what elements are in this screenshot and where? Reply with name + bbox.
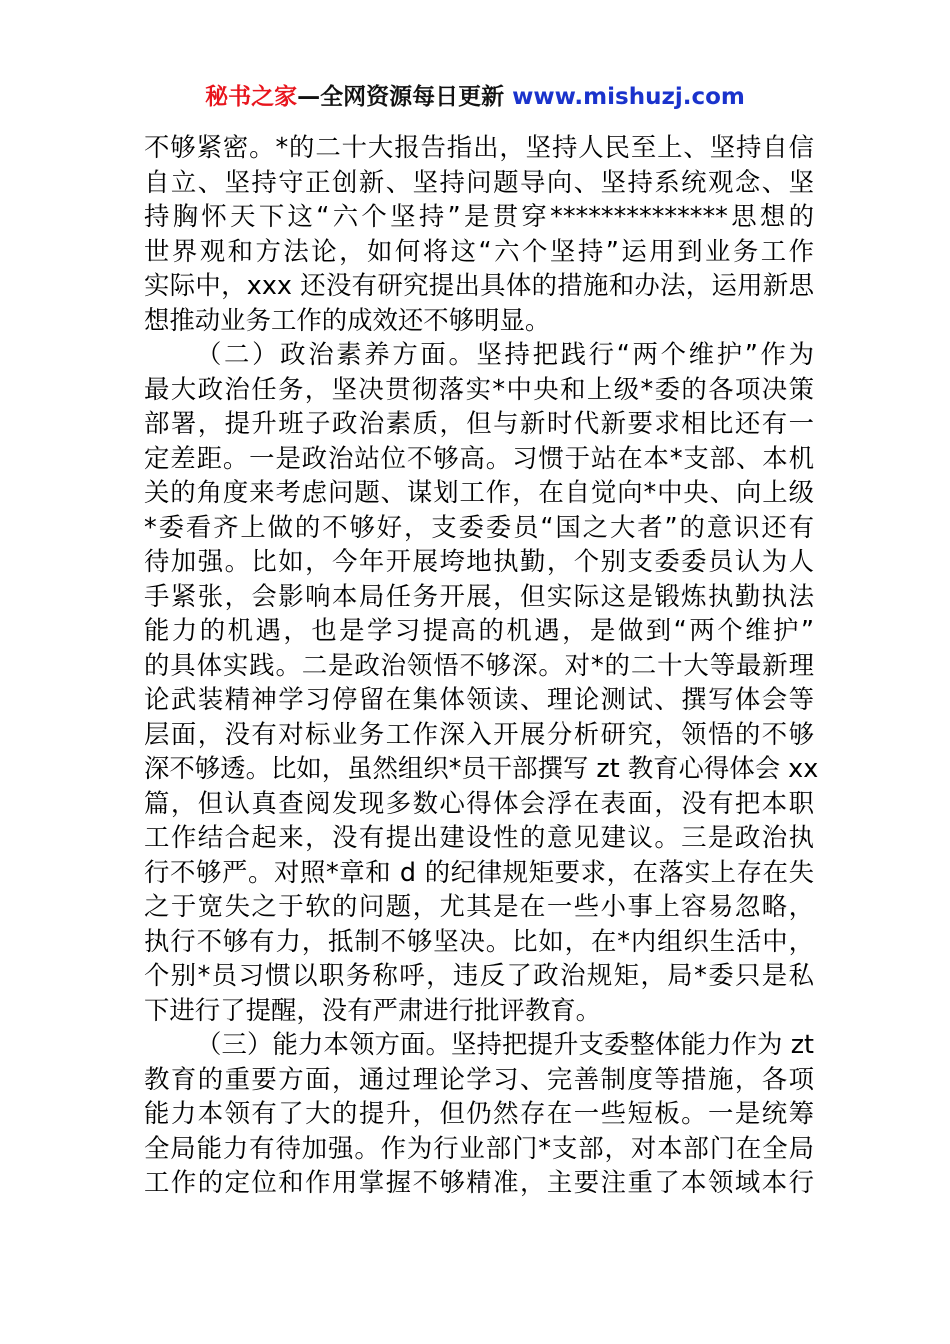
- text-line: 论武装精神学习停留在集体领读、理论测试、撰写体会等: [144, 684, 814, 714]
- section-heading-line: （三）能力本领方面。坚持把提升支委整体能力作为 zt: [196, 1029, 814, 1059]
- text-line: 教育的重要方面，通过理论学习、完善制度等措施，各项: [144, 1063, 814, 1094]
- text-line: 持胸怀天下这“六个坚持”是贯穿**************思想的: [144, 201, 814, 231]
- text-line: 关的角度来考虑问题、谋划工作，在自觉向*中央、向上级: [144, 477, 814, 507]
- text-line: 想推动业务工作的成效还不够明显。: [144, 304, 551, 335]
- section-heading-line: （二）政治素养方面。坚持把践行“两个维护”作为: [196, 339, 814, 369]
- text-line: 能力本领有了大的提升，但仍然存在一些短板。一是统筹: [144, 1098, 814, 1128]
- text-line: 行不够严。对照*章和 d 的纪律规矩要求，在落实上存在失: [144, 856, 814, 887]
- text-line: 执行不够有力，抵制不够坚决。比如，在*内组织生活中，: [144, 925, 814, 956]
- text-line: 能力的机遇，也是学习提高的机遇，是做到“两个维护”: [144, 615, 814, 645]
- text-line: 全局能力有待加强。作为行业部门*支部，对本部门在全局: [144, 1132, 814, 1163]
- site-slogan: —全网资源每日更新: [297, 84, 505, 110]
- text-line: 的具体实践。二是政治领悟不够深。对*的二十大等最新理: [144, 649, 814, 680]
- text-line: 工作的定位和作用掌握不够精准，主要注重了本领域本行: [144, 1167, 814, 1197]
- text-line: 个别*员习惯以职务称呼，违反了政治规矩，局*委只是私: [144, 960, 814, 990]
- text-line: 实际中，xxx 还没有研究提出具体的措施和办法，运用新思: [144, 270, 814, 300]
- text-line: 之于宽失之于软的问题，尤其是在一些小事上容易忽略，: [144, 891, 814, 921]
- site-url-link[interactable]: www.mishuzj.com: [504, 84, 745, 110]
- text-line: 篇，但认真查阅发现多数心得体会浮在表面，没有把本职: [144, 787, 814, 818]
- text-line: *委看齐上做的不够好，支委委员“国之大者”的意识还有: [144, 511, 814, 542]
- text-line: 层面，没有对标业务工作深入开展分析研究，领悟的不够: [144, 718, 814, 749]
- document-body: [144, 130, 819, 1200]
- text-line: 下进行了提醒，没有严肃进行批评教育。: [144, 994, 602, 1025]
- text-line: 自立、坚持守正创新、坚持问题导向、坚持系统观念、坚: [144, 166, 814, 197]
- site-brand: 秘书之家: [205, 84, 298, 110]
- text-line: 工作结合起来，没有提出建设性的意见建议。三是政治执: [144, 822, 814, 852]
- text-line: 世界观和方法论，如何将这“六个坚持”运用到业务工作: [144, 235, 814, 266]
- text-line: 深不够透。比如，虽然组织*员干部撰写 zt 教育心得体会 xx: [144, 753, 819, 783]
- text-line: 手紧张，会影响本局任务开展，但实际这是锻炼执勤执法: [144, 580, 814, 611]
- text-line: 待加强。比如，今年开展垮地执勤，个别支委委员认为人: [144, 546, 814, 576]
- text-line: 最大政治任务，坚决贯彻落实*中央和上级*委的各项决策: [144, 373, 814, 404]
- text-line: 部署，提升班子政治素质，但与新时代新要求相比还有一: [144, 408, 814, 438]
- text-line: 不够紧密。*的二十大报告指出，坚持人民至上、坚持自信: [144, 132, 814, 162]
- text-line: 定差距。一是政治站位不够高。习惯于站在本*支部、本机: [144, 442, 814, 473]
- site-header: [0, 80, 950, 114]
